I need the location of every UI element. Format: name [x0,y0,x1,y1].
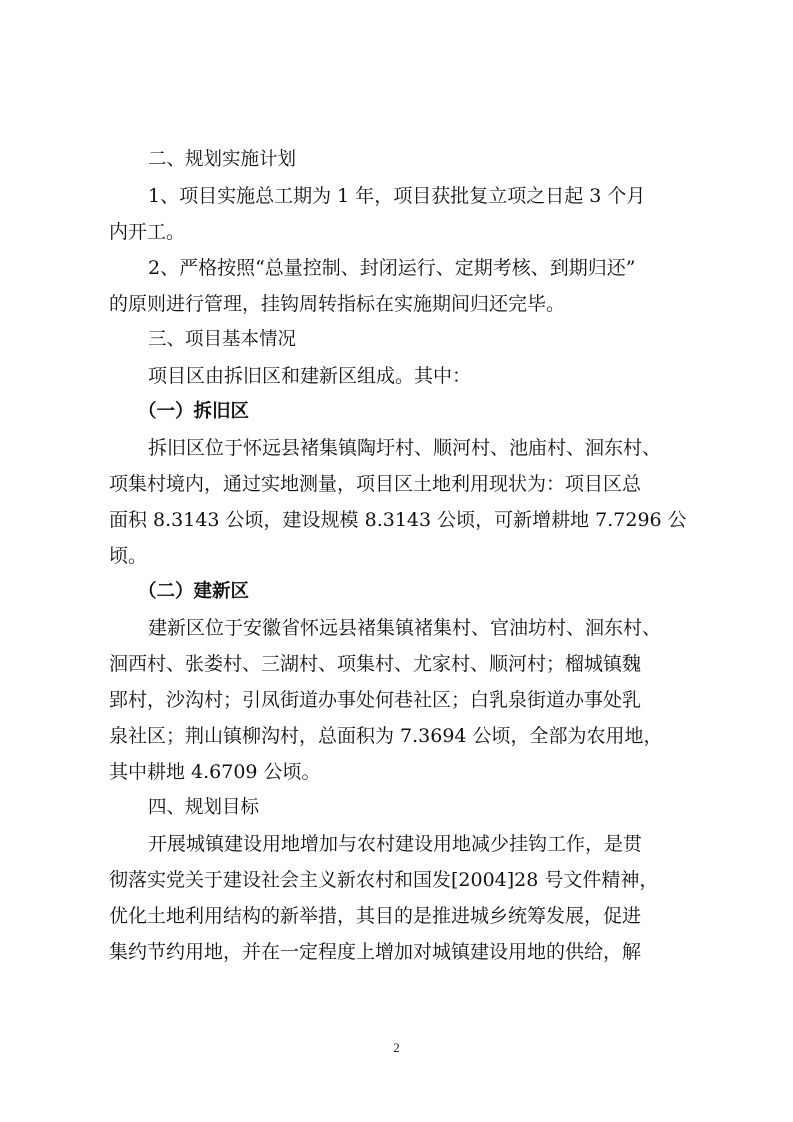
paragraph-line: 的原则进行管理，挂钩周转指标在实施期间归还完毕。 [109,293,566,315]
paragraph-line: 项集村境内，通过实地测量，项目区土地利用现状为：项目区总 [109,473,642,495]
section-heading-4: 四、规划目标 [148,797,260,818]
paragraph-line: 顷。 [109,545,148,567]
paragraph-line: 集约节约用地，并在一定程度上增加对城镇建设用地的供给，解 [109,941,642,963]
section-heading-2: 二、规划实施计划 [148,149,297,170]
subheading-demolition-area: （一）拆旧区 [138,401,250,422]
paragraph-line: 内开工。 [109,221,186,243]
paragraph-line: 项目区由拆旧区和建新区组成。其中： [148,365,472,387]
paragraph-line: 优化土地利用结构的新举措，其目的是推进城乡统筹发展，促进 [109,905,642,927]
paragraph-line: 面积 8.3143 公顷，建设规模 8.3143 公顷，可新增耕地 7.7296 公 [109,509,687,531]
paragraph-line: 彻落实党关于建设社会主义新农村和国发[2004]28 号文件精神， [109,869,659,891]
paragraph-line: 开展城镇建设用地增加与农村建设用地减少挂钩工作，是贯 [148,833,643,855]
paragraph-line: 1、项目实施总工期为 1 年，项目获批复立项之日起 3 个月 [148,185,646,207]
paragraph-line: 泉社区；荆山镇柳沟村，总面积为 7.3694 公顷，全部为农用地， [109,725,663,747]
paragraph-line: 洄西村、张娄村、三湖村、项集村、尤家村、顺河村；榴城镇魏 [109,653,642,675]
paragraph-line: 拆旧区位于怀远县褚集镇陶圩村、顺河村、池庙村、洄东村、 [148,437,662,459]
paragraph-line: 郢村，沙沟村；引凤街道办事处何巷社区；白乳泉街道办事处乳 [109,689,642,711]
paragraph-line: 2、严格按照“总量控制、封闭运行、定期考核、到期归还” [148,257,636,279]
subheading-new-construction-area: （二）建新区 [138,581,250,602]
paragraph-line: 其中耕地 4.6709 公顷。 [109,761,321,783]
section-heading-3: 三、项目基本情况 [148,329,297,350]
paragraph-line: 建新区位于安徽省怀远县褚集镇褚集村、官油坊村、洄东村、 [148,617,662,639]
page-number: 2 [393,1040,400,1055]
